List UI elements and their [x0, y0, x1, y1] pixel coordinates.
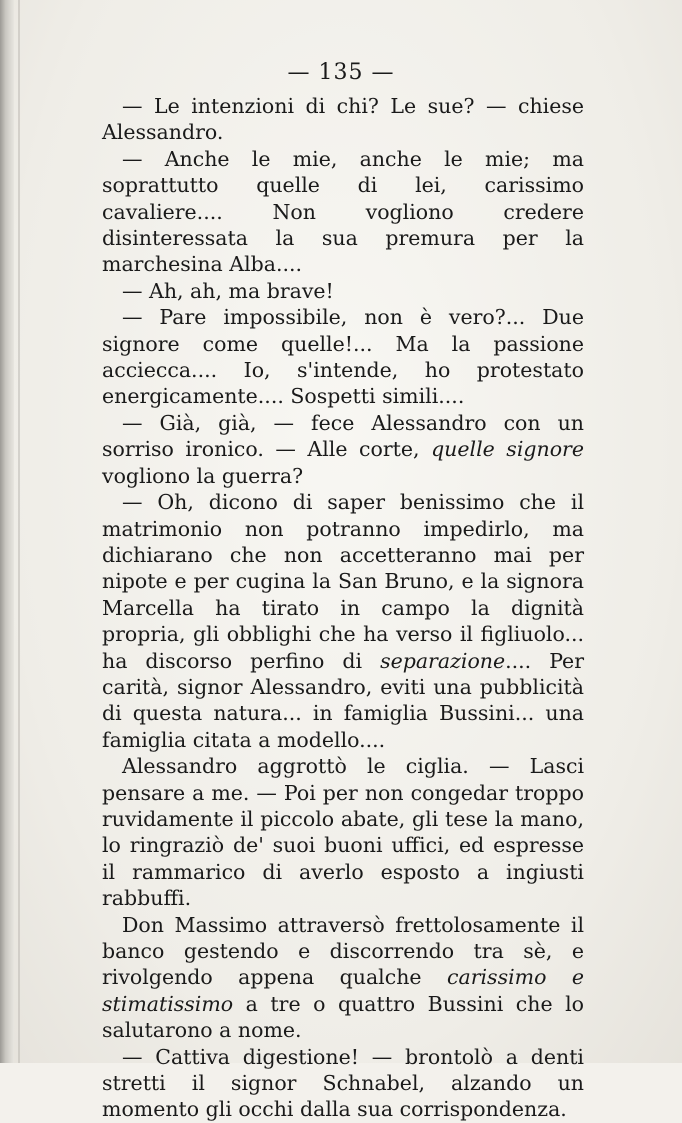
text-segment: — Ah, ah, ma brave!	[122, 278, 334, 303]
body-text	[102, 93, 584, 1123]
page-fold-line	[18, 0, 20, 1063]
text-segment: Alessandro aggrottò le ciglia. — Lasci pensare a me. — Poi per non congedar troppo ruvidamente il piccolo abate, gli tese la mano, lo ringraziò de' suoi buoni uffici, ed espresse il rammarico di averlo esposto a ingiusti rabbuffi.	[102, 754, 584, 911]
page-spine-shadow	[0, 0, 14, 1063]
text-segment: Don Massimo attraversò frettolosamente il banco gestendo e discorrendo tra sè, e rivolgendo appena qualche	[102, 912, 584, 990]
text-segment: a tre o quattro Bussini che lo salutarono a nome.	[102, 991, 584, 1043]
paragraph	[102, 304, 584, 410]
text-segment: vogliono la guerra?	[102, 463, 304, 488]
italic-text-segment: quelle signore	[431, 437, 584, 462]
paragraph	[102, 489, 584, 753]
paragraph	[102, 410, 584, 489]
text-segment: — Già, già, — fece Alessandro con un sorriso ironico. — Alle corte,	[102, 410, 584, 462]
paragraph	[102, 912, 584, 1044]
text-segment: — Cattiva digestione! — brontolò a denti stretti il signor Schnabel, alzando un momento gli occhi dalla sua corrispondenza.	[102, 1044, 584, 1122]
text-segment: — Le intenzioni di chi? Le sue? — chiese Alessandro.	[102, 94, 584, 145]
italic-text-segment: carissimo e stimatissimo	[102, 965, 584, 1016]
text-segment: .... Per carità, signor Alessandro, eviti una pubblicità di questa natura... in famiglia Bussini... una famiglia citata a modello....	[102, 648, 584, 752]
text-segment: — Anche le mie, anche le mie; ma soprattutto quelle di lei, carissimo cavaliere.... Non vogliono credere disinteressata la sua premura per la marchesina Alba....	[102, 146, 584, 277]
text-segment: — Oh, dicono di saper benissimo che il matrimonio non potranno impedirlo, ma dichiarano che non accetteranno mai per nipote e per cugina la San Bruno, e la signora Marcella ha tirato in campo la dignità propria, gli obblighi che ha verso il figliuolo... ha discorso perfino di	[102, 490, 584, 673]
paragraph	[102, 278, 584, 304]
paragraph	[102, 753, 584, 911]
paragraph	[102, 146, 584, 278]
paragraph	[102, 93, 584, 146]
paragraph	[102, 1044, 584, 1123]
italic-text-segment: separazione	[380, 648, 506, 673]
text-segment: — Pare impossibile, non è vero?... Due signore come quelle!... Ma la passione acciecca.... Io, s'intende, ho protestato energicamente.... Sospetti simili....	[102, 305, 584, 409]
page-number: — 135 —	[287, 60, 395, 85]
